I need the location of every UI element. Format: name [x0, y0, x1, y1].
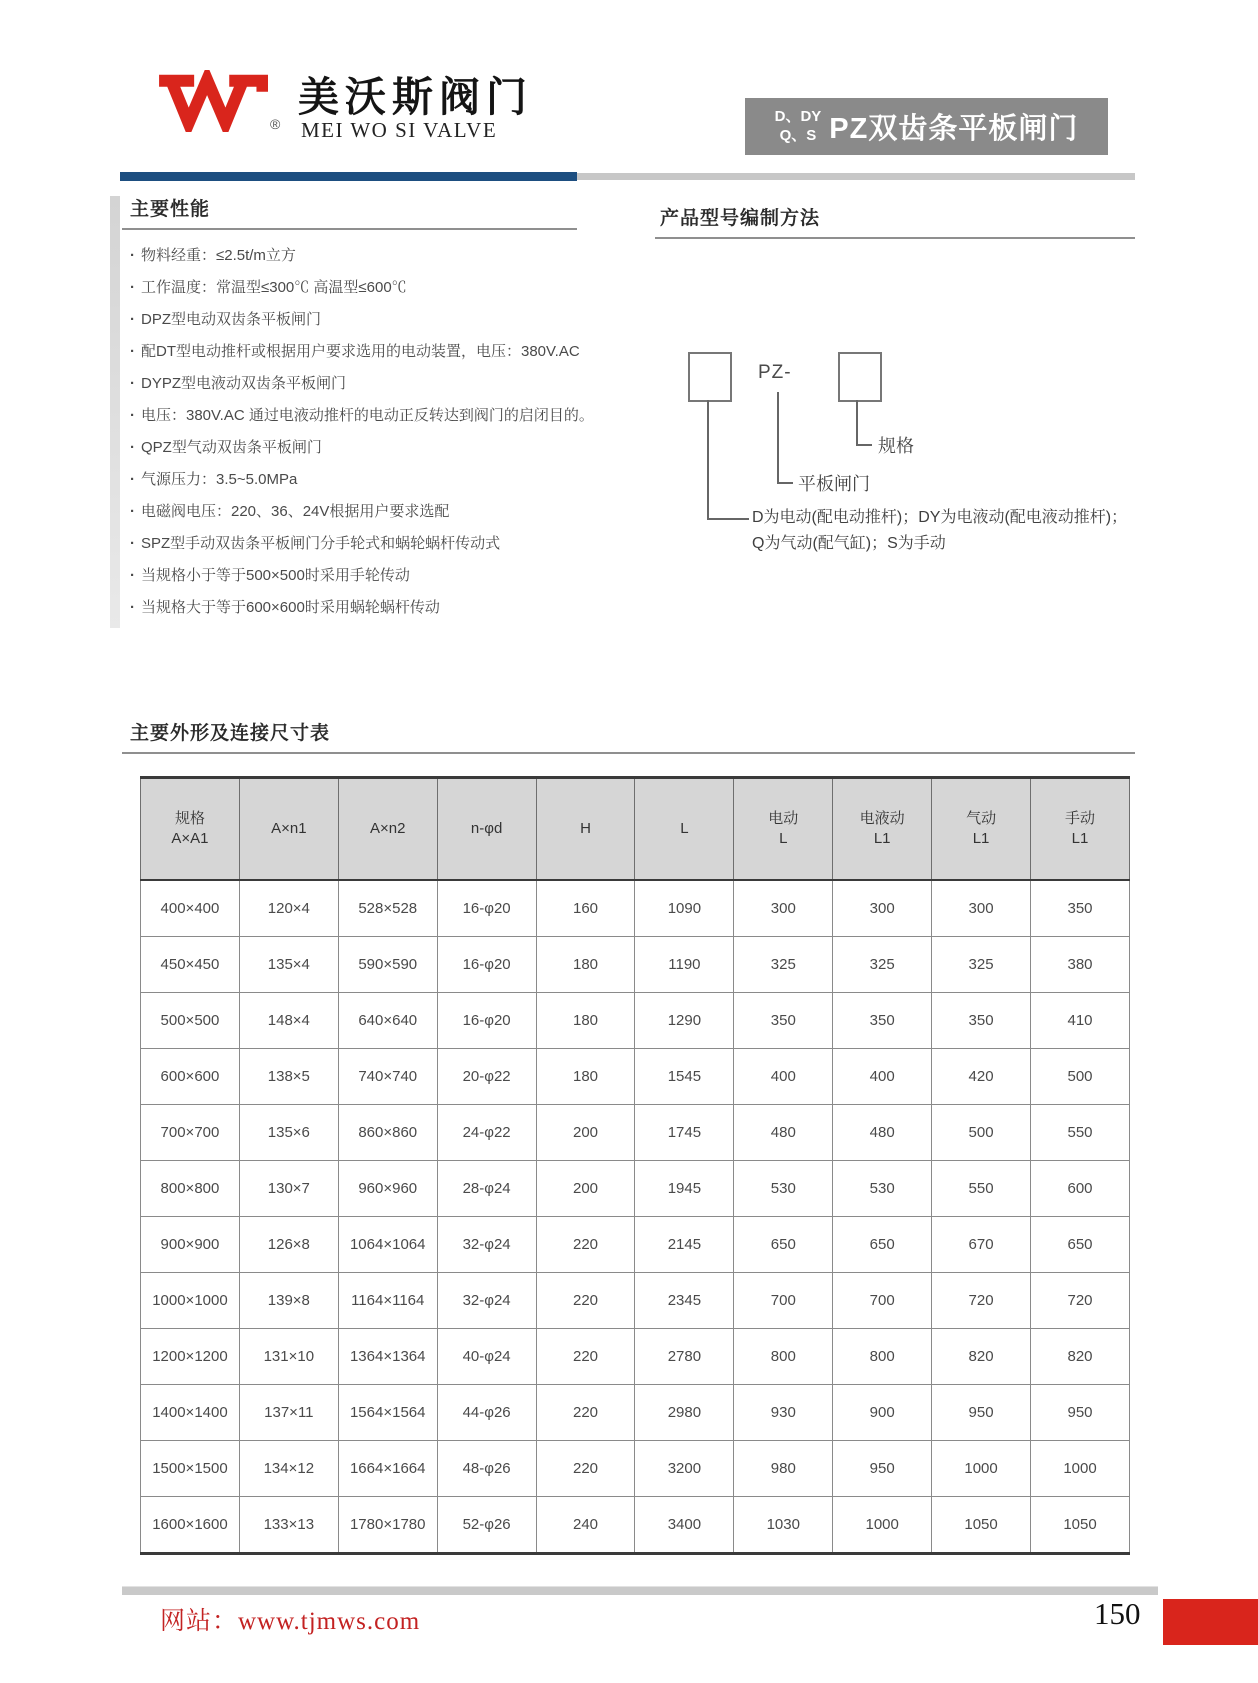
table-cell: 980	[734, 1441, 833, 1497]
table-cell: 2345	[635, 1273, 734, 1329]
table-cell: 200	[536, 1105, 635, 1161]
product-banner	[745, 98, 1108, 155]
page-number: 150	[1094, 1596, 1141, 1631]
table-cell: 590×590	[338, 937, 437, 993]
table-cell: 1290	[635, 993, 734, 1049]
table-row	[141, 880, 1130, 937]
column-header: A×n1	[239, 778, 338, 881]
table-cell: 148×4	[239, 993, 338, 1049]
table-header-row	[141, 778, 1130, 881]
left-margin-strip	[110, 196, 120, 628]
table-cell: 160	[536, 880, 635, 937]
table-cell: 52-φ26	[437, 1497, 536, 1554]
table-cell: 1064×1064	[338, 1217, 437, 1273]
table-cell: 820	[1031, 1329, 1130, 1385]
banner-model-codes	[775, 108, 822, 146]
banner-code-line1: D、DY	[774, 107, 822, 125]
table-cell: 410	[1031, 993, 1130, 1049]
performance-bullet-list	[130, 240, 650, 624]
table-cell: 130×7	[239, 1161, 338, 1217]
table-row	[141, 1497, 1130, 1554]
brand-name-en: MEI WO SI VALVE	[301, 118, 498, 142]
table-cell: 135×4	[239, 937, 338, 993]
table-cell: 500	[1031, 1049, 1130, 1105]
table-cell: 1190	[635, 937, 734, 993]
table-cell: 500×500	[141, 993, 240, 1049]
table-row	[141, 1105, 1130, 1161]
table-cell: 530	[833, 1161, 932, 1217]
column-header: 电动 L	[734, 778, 833, 881]
table-cell: 220	[536, 1273, 635, 1329]
table-cell: 16-φ20	[437, 937, 536, 993]
table-cell: 2980	[635, 1385, 734, 1441]
table-cell: 550	[932, 1161, 1031, 1217]
performance-bullet: · 电压：380V.AC 通过电液动推杆的电动正反转达到阀门的启闭目的。	[130, 400, 650, 432]
table-cell: 24-φ22	[437, 1105, 536, 1161]
table-cell: 950	[1031, 1385, 1130, 1441]
table-cell: 32-φ24	[437, 1273, 536, 1329]
table-cell: 400×400	[141, 880, 240, 937]
table-cell: 1780×1780	[338, 1497, 437, 1554]
table-cell: 950	[932, 1385, 1031, 1441]
table-cell: 400	[833, 1049, 932, 1105]
table-cell: 650	[833, 1217, 932, 1273]
table-cell: 2145	[635, 1217, 734, 1273]
table-cell: 300	[734, 880, 833, 937]
table-cell: 800×800	[141, 1161, 240, 1217]
performance-bullet: · 电磁阀电压：220、36、24V根据用户要求选配	[130, 496, 650, 528]
performance-bullet: · 工作温度：常温型≤300℃ 高温型≤600℃	[130, 272, 650, 304]
drive-type-label-line2: Q为气动(配气缸)；S为手动	[752, 535, 946, 552]
model-method-heading-underline	[655, 237, 1135, 239]
performance-bullet: · DYPZ型电液动双齿条平板闸门	[130, 368, 650, 400]
table-cell: 32-φ24	[437, 1217, 536, 1273]
table-cell: 900	[833, 1385, 932, 1441]
table-cell: 1400×1400	[141, 1385, 240, 1441]
performance-heading-underline	[122, 228, 577, 230]
table-cell: 1500×1500	[141, 1441, 240, 1497]
table-cell: 350	[833, 993, 932, 1049]
table-cell: 1164×1164	[338, 1273, 437, 1329]
brand-name-cn: 美沃斯阀门	[298, 74, 533, 120]
table-cell: 670	[932, 1217, 1031, 1273]
table-cell: 528×528	[338, 880, 437, 937]
table-cell: 800	[734, 1329, 833, 1385]
table-cell: 48-φ26	[437, 1441, 536, 1497]
table-cell: 44-φ26	[437, 1385, 536, 1441]
table-cell: 420	[932, 1049, 1031, 1105]
table-cell: 550	[1031, 1105, 1130, 1161]
table-cell: 1545	[635, 1049, 734, 1105]
table-cell: 137×11	[239, 1385, 338, 1441]
performance-bullet: · 气源压力：3.5~5.0MPa	[130, 464, 650, 496]
table-cell: 530	[734, 1161, 833, 1217]
table-cell: 131×10	[239, 1329, 338, 1385]
header-divider-blue	[120, 172, 577, 181]
table-row	[141, 937, 1130, 993]
table-cell: 1600×1600	[141, 1497, 240, 1554]
table-cell: 650	[734, 1217, 833, 1273]
table-cell: 640×640	[338, 993, 437, 1049]
table-cell: 16-φ20	[437, 880, 536, 937]
table-cell: 300	[932, 880, 1031, 937]
table-cell: 650	[1031, 1217, 1130, 1273]
table-cell: 1000	[1031, 1441, 1130, 1497]
table-cell: 800	[833, 1329, 932, 1385]
table-cell: 1050	[932, 1497, 1031, 1554]
table-cell: 325	[833, 937, 932, 993]
table-cell: 180	[536, 937, 635, 993]
table-cell: 600×600	[141, 1049, 240, 1105]
table-cell: 350	[734, 993, 833, 1049]
table-cell: 1000×1000	[141, 1273, 240, 1329]
valve-connector-line	[777, 392, 793, 484]
table-cell: 400	[734, 1049, 833, 1105]
table-cell: 1200×1200	[141, 1329, 240, 1385]
column-header: 气动 L1	[932, 778, 1031, 881]
table-cell: 126×8	[239, 1217, 338, 1273]
table-cell: 930	[734, 1385, 833, 1441]
table-cell: 220	[536, 1329, 635, 1385]
footer-divider-bar	[122, 1586, 1158, 1595]
table-cell: 325	[734, 937, 833, 993]
table-cell: 16-φ20	[437, 993, 536, 1049]
dimensions-heading: 主要外形及连接尺寸表	[130, 723, 331, 744]
table-cell: 200	[536, 1161, 635, 1217]
table-cell: 960×960	[338, 1161, 437, 1217]
spec-box	[838, 352, 882, 402]
table-cell: 139×8	[239, 1273, 338, 1329]
model-method-heading: 产品型号编制方法	[660, 208, 821, 229]
dimensions-heading-underline	[122, 752, 1135, 754]
table-cell: 720	[932, 1273, 1031, 1329]
table-cell: 20-φ22	[437, 1049, 536, 1105]
drive-type-box	[688, 352, 732, 402]
table-cell: 1050	[1031, 1497, 1130, 1554]
table-cell: 120×4	[239, 880, 338, 937]
column-header: n-φd	[437, 778, 536, 881]
table-cell: 3200	[635, 1441, 734, 1497]
valve-type-label: 平板闸门	[798, 474, 870, 494]
drive-connector-line	[707, 400, 749, 520]
table-cell: 1090	[635, 880, 734, 937]
table-cell: 135×6	[239, 1105, 338, 1161]
table-cell: 900×900	[141, 1217, 240, 1273]
column-header: 规格 A×A1	[141, 778, 240, 881]
table-cell: 1030	[734, 1497, 833, 1554]
banner-code-line2: Q、S	[779, 126, 817, 144]
table-row	[141, 1385, 1130, 1441]
table-cell: 500	[932, 1105, 1031, 1161]
spec-label: 规格	[878, 436, 914, 456]
header-divider-gray	[577, 173, 1135, 180]
table-cell: 1000	[833, 1497, 932, 1554]
table-cell: 1745	[635, 1105, 734, 1161]
table-cell: 220	[536, 1441, 635, 1497]
table-cell: 3400	[635, 1497, 734, 1554]
table-cell: 350	[932, 993, 1031, 1049]
table-cell: 480	[833, 1105, 932, 1161]
table-cell: 860×860	[338, 1105, 437, 1161]
table-row	[141, 1161, 1130, 1217]
table-cell: 2780	[635, 1329, 734, 1385]
model-code-text: PZ-	[758, 362, 792, 383]
table-cell: 350	[1031, 880, 1130, 937]
performance-heading: 主要性能	[130, 199, 211, 220]
table-cell: 700	[833, 1273, 932, 1329]
table-row	[141, 1217, 1130, 1273]
model-number-diagram	[620, 300, 1160, 590]
page-corner-red-block	[1163, 1599, 1258, 1645]
spec-connector-line	[856, 400, 872, 446]
performance-bullet: · 物料经重：≤2.5t/m立方	[130, 240, 650, 272]
performance-bullet: · QPZ型气动双齿条平板闸门	[130, 432, 650, 464]
table-cell: 240	[536, 1497, 635, 1554]
performance-bullet: · 当规格小于等于500×500时采用手轮传动	[130, 560, 650, 592]
table-cell: 700	[734, 1273, 833, 1329]
brand-logo-w-icon	[148, 70, 268, 132]
table-cell: 220	[536, 1217, 635, 1273]
table-cell: 180	[536, 1049, 635, 1105]
table-row	[141, 993, 1130, 1049]
table-cell: 1564×1564	[338, 1385, 437, 1441]
performance-bullet: · SPZ型手动双齿条平板闸门分手轮式和蜗轮蜗杆传动式	[130, 528, 650, 560]
table-cell: 820	[932, 1329, 1031, 1385]
table-cell: 28-φ24	[437, 1161, 536, 1217]
dimensions-table	[140, 776, 1130, 1555]
table-cell: 300	[833, 880, 932, 937]
table-row	[141, 1049, 1130, 1105]
table-cell: 134×12	[239, 1441, 338, 1497]
banner-product-title: PZ双齿条平板闸门	[829, 113, 1079, 145]
performance-bullet: · DPZ型电动双齿条平板闸门	[130, 304, 650, 336]
table-cell: 1364×1364	[338, 1329, 437, 1385]
drive-type-label-line1: D为电动(配电动推杆)；DY为电液动(配电液动推杆)；	[752, 509, 1128, 526]
table-cell: 40-φ24	[437, 1329, 536, 1385]
table-cell: 180	[536, 993, 635, 1049]
table-cell: 1945	[635, 1161, 734, 1217]
column-header: 电液动 L1	[833, 778, 932, 881]
performance-bullet: · 配DT型电动推杆或根据用户要求选用的电动装置，电压：380V.AC	[130, 336, 650, 368]
column-header: L	[635, 778, 734, 881]
table-cell: 600	[1031, 1161, 1130, 1217]
table-row	[141, 1273, 1130, 1329]
table-cell: 133×13	[239, 1497, 338, 1554]
performance-bullet: · 当规格大于等于600×600时采用蜗轮蜗杆传动	[130, 592, 650, 624]
table-cell: 700×700	[141, 1105, 240, 1161]
table-cell: 480	[734, 1105, 833, 1161]
table-row	[141, 1329, 1130, 1385]
table-row	[141, 1441, 1130, 1497]
table-cell: 950	[833, 1441, 932, 1497]
table-cell: 1000	[932, 1441, 1031, 1497]
table-cell: 220	[536, 1385, 635, 1441]
table-cell: 450×450	[141, 937, 240, 993]
table-cell: 138×5	[239, 1049, 338, 1105]
registered-trademark-icon: ®	[270, 116, 281, 132]
column-header: 手动 L1	[1031, 778, 1130, 881]
table-cell: 740×740	[338, 1049, 437, 1105]
column-header: H	[536, 778, 635, 881]
table-cell: 720	[1031, 1273, 1130, 1329]
table-cell: 325	[932, 937, 1031, 993]
table-cell: 380	[1031, 937, 1130, 993]
website-link[interactable]: 网站：www.tjmws.com	[160, 1608, 421, 1635]
table-cell: 1664×1664	[338, 1441, 437, 1497]
column-header: A×n2	[338, 778, 437, 881]
drive-type-label	[752, 505, 1127, 557]
